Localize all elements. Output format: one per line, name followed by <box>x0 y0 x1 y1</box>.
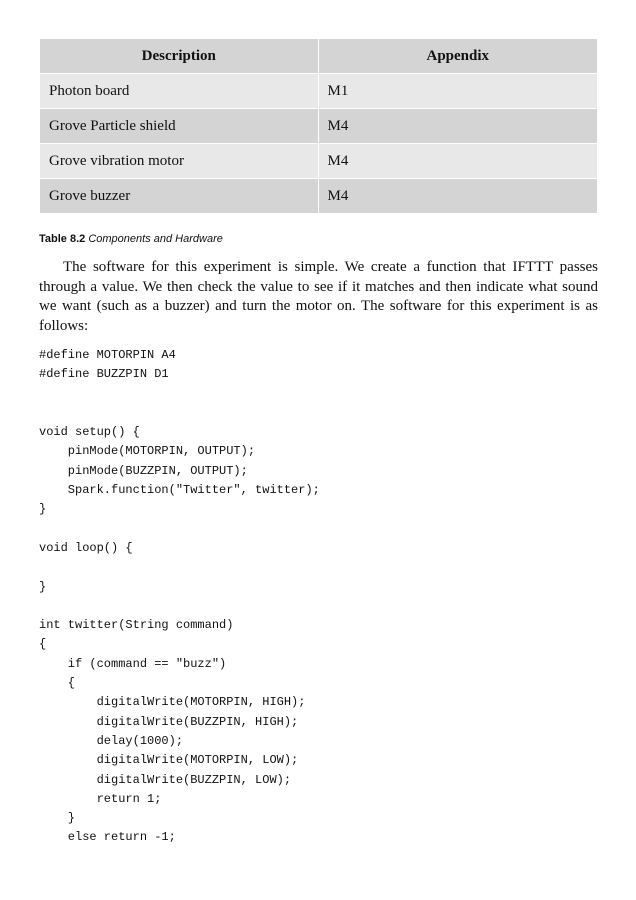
code-line: pinMode(BUZZPIN, OUTPUT); <box>39 463 248 478</box>
code-line: if (command == "buzz") <box>39 656 227 671</box>
code-line: { <box>39 676 76 691</box>
code-line: } <box>39 579 47 594</box>
caption-text: Components and Hardware <box>88 233 223 245</box>
caption-label: Table 8.2 <box>39 233 86 245</box>
code-line: void setup() { <box>39 425 140 440</box>
table-caption <box>39 233 223 245</box>
code-line: } <box>39 811 76 826</box>
code-line <box>39 597 320 616</box>
code-line: pinMode(MOTORPIN, OUTPUT); <box>39 444 256 459</box>
cell-appendix: M4 <box>318 109 597 144</box>
code-line: digitalWrite(MOTORPIN, LOW); <box>39 753 299 768</box>
body-paragraph: The software for this experiment is simple. We create a function that IFTTT passes through a value. We then check the value to see if it matches and then indicate what sound we want (such as a buzzer) and turn the motor on. The software for this experiment is as follows: <box>39 259 598 334</box>
table-row <box>40 74 598 109</box>
header-appendix: Appendix <box>318 39 597 74</box>
table-header-row <box>40 39 598 74</box>
code-line: digitalWrite(BUZZPIN, LOW); <box>39 772 292 787</box>
cell-appendix: M1 <box>318 74 597 109</box>
code-line: digitalWrite(BUZZPIN, HIGH); <box>39 714 299 729</box>
table-row <box>40 109 598 144</box>
code-line: digitalWrite(MOTORPIN, HIGH); <box>39 695 306 710</box>
code-line <box>39 558 320 577</box>
cell-description: Grove Particle shield <box>40 109 319 144</box>
code-line: delay(1000); <box>39 733 184 748</box>
code-line: void loop() { <box>39 540 133 555</box>
cell-description: Grove vibration motor <box>40 144 319 179</box>
code-line: else return -1; <box>39 830 176 845</box>
code-line: } <box>39 502 47 517</box>
header-description: Description <box>40 39 319 74</box>
table-row <box>40 179 598 214</box>
code-line <box>39 404 320 423</box>
code-line: int twitter(String command) <box>39 618 234 633</box>
cell-description: Grove buzzer <box>40 179 319 214</box>
code-line: Spark.function("Twitter", twitter); <box>39 483 320 498</box>
code-line: #define BUZZPIN D1 <box>39 367 169 382</box>
code-line: { <box>39 637 47 652</box>
table-row <box>40 144 598 179</box>
cell-appendix: M4 <box>318 179 597 214</box>
code-line <box>39 385 320 404</box>
code-listing <box>39 346 320 848</box>
components-table <box>39 38 598 214</box>
cell-appendix: M4 <box>318 144 597 179</box>
cell-description: Photon board <box>40 74 319 109</box>
code-line: return 1; <box>39 791 162 806</box>
code-line: #define MOTORPIN A4 <box>39 348 176 362</box>
code-line <box>39 520 320 539</box>
